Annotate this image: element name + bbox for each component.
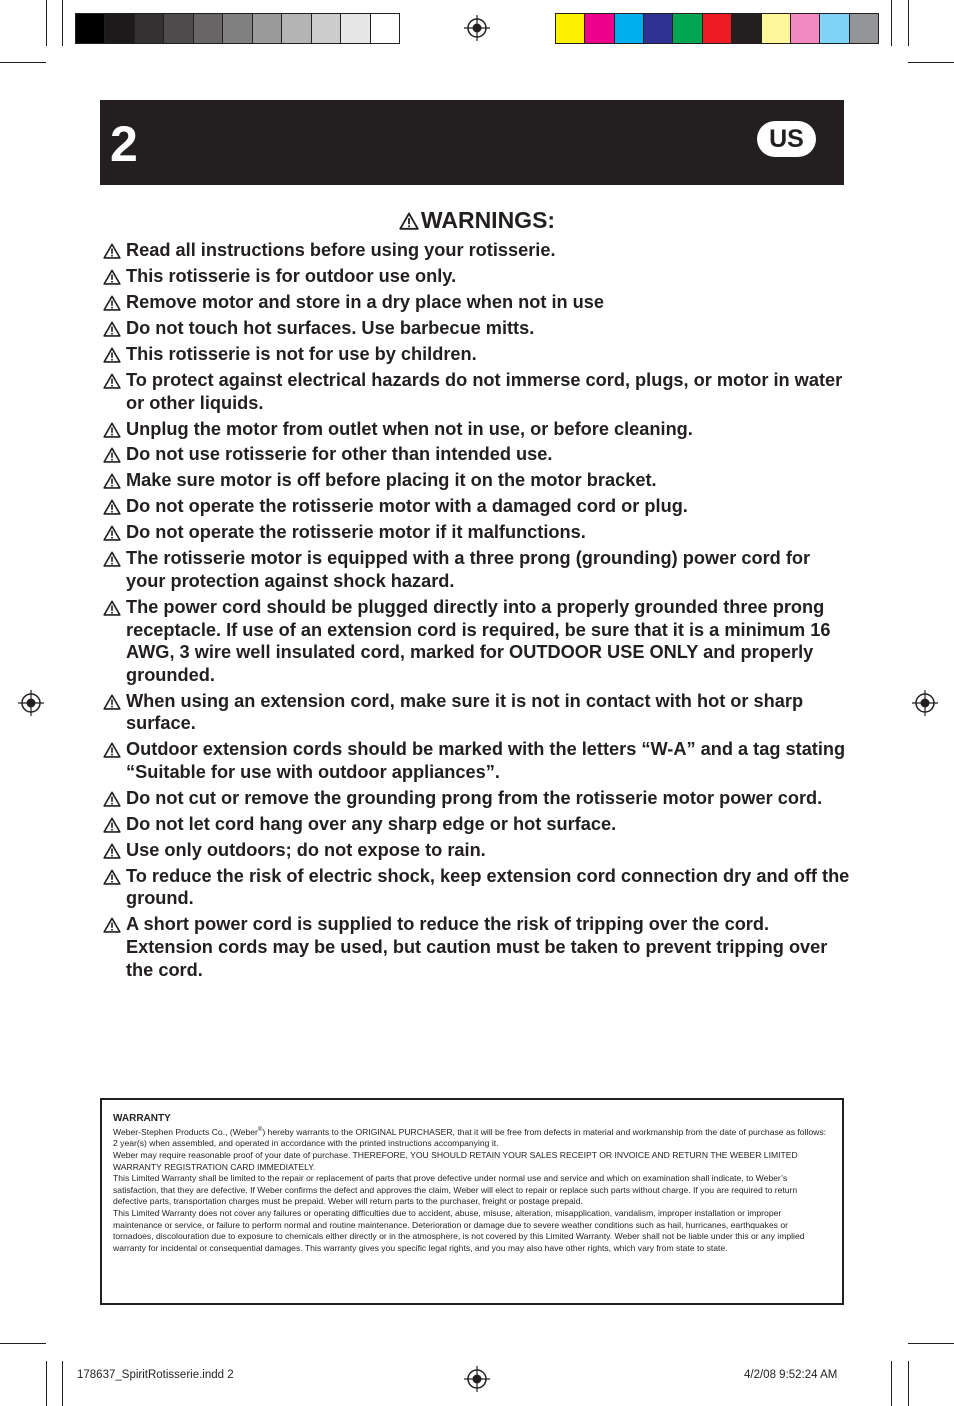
warning-triangle-icon <box>103 321 121 337</box>
registration-mark-icon <box>912 690 938 716</box>
crop-mark <box>891 1361 892 1406</box>
warning-item <box>102 369 852 414</box>
warning-triangle-icon <box>103 295 121 311</box>
warning-triangle-icon <box>103 499 121 515</box>
warning-item <box>102 443 852 466</box>
warning-item <box>102 521 852 544</box>
page-number: 2 <box>110 116 138 172</box>
color-swatch <box>194 14 223 43</box>
warning-text: Make sure motor is off before placing it on the motor bracket. <box>126 470 657 491</box>
registration-mark-icon <box>464 1366 490 1392</box>
warning-text: This rotisserie is for outdoor use only. <box>126 265 457 286</box>
warning-triangle-icon <box>103 447 121 463</box>
warning-triangle-icon <box>399 212 419 230</box>
color-swatch <box>556 14 585 43</box>
color-swatch <box>164 14 193 43</box>
color-swatch <box>253 14 282 43</box>
warning-text: Outdoor extension cords should be marked with the letters “W-A” and a tag stating “Suitable for use with outdoor appliances”. <box>126 739 846 782</box>
crop-mark <box>46 1361 47 1406</box>
warning-text: This rotisserie is not for use by children. <box>126 343 477 364</box>
warning-item <box>102 738 852 783</box>
warning-triangle-icon <box>103 473 121 489</box>
color-swatch <box>644 14 673 43</box>
warning-item <box>102 813 852 836</box>
warning-item <box>102 690 852 735</box>
warning-item <box>102 343 852 366</box>
warning-triangle-icon <box>103 817 121 833</box>
color-swatch <box>732 14 761 43</box>
warranty-text: Weber-Stephen Products Co., (Weber <box>113 1126 258 1137</box>
warnings-heading <box>0 206 954 234</box>
warning-item <box>102 787 852 810</box>
warning-text: The rotisserie motor is equipped with a three prong (grounding) power cord for your protection against shock hazard. <box>126 548 811 592</box>
color-swatch <box>615 14 644 43</box>
crop-mark <box>46 0 47 46</box>
warranty-paragraph: Weber may require reasonable proof of your date of purchase. THEREFORE, YOU SHOULD RETAIN YOUR SALES RECEIPT OR INVOICE AND RETURN THE WEBER LIMITED WARRANTY REGISTRATION CARD IMMEDIATELY. <box>113 1150 798 1172</box>
warning-triangle-icon <box>103 373 121 389</box>
warning-item <box>102 239 852 262</box>
warning-triangle-icon <box>103 843 121 859</box>
warning-item <box>102 596 852 686</box>
warning-text: Do not touch hot surfaces. Use barbecue mitts. <box>126 317 535 338</box>
warning-text: Unplug the motor from outlet when not in use, or before cleaning. <box>126 418 693 439</box>
color-swatch <box>105 14 134 43</box>
warning-item <box>102 913 852 981</box>
color-swatch <box>223 14 252 43</box>
warning-triangle-icon <box>103 742 121 758</box>
color-swatch <box>673 14 702 43</box>
color-swatch <box>850 14 878 43</box>
warning-text: To protect against electrical hazards do not immerse cord, plugs, or motor in water or other liquids. <box>126 369 843 413</box>
warnings-list <box>102 239 852 985</box>
warning-item <box>102 865 852 910</box>
warning-item <box>102 291 852 314</box>
warranty-title: WARRANTY <box>113 1113 171 1124</box>
warning-item <box>102 469 852 492</box>
warning-item <box>102 839 852 862</box>
warning-text: To reduce the risk of electric shock, keep extension cord connection dry and off the ground. <box>126 865 850 909</box>
warranty-paragraph: This Limited Warranty shall be limited to the repair or replacement of parts that prove defective under normal use and service and which on examination shall indicate, to Weber’s satisfaction, that they are defective. If Weber confirms the defect and approves the claim, Weber will elect to repair or replace such parts without charge. If you are required to return defective parts, transportation charges must be prepaid. Weber will return parts to the purchaser, freight or postage prepaid. <box>113 1173 798 1207</box>
warning-triangle-icon <box>103 422 121 438</box>
region-badge: US <box>757 121 816 157</box>
color-swatch <box>341 14 370 43</box>
warning-text: Do not cut or remove the grounding prong from the rotisserie motor power cord. <box>126 787 823 808</box>
color-swatch <box>820 14 849 43</box>
crop-mark <box>908 62 954 63</box>
color-swatch <box>585 14 614 43</box>
grayscale-color-bar <box>75 13 400 44</box>
warning-triangle-icon <box>103 347 121 363</box>
color-swatch <box>282 14 311 43</box>
crop-mark <box>908 1343 954 1344</box>
warning-triangle-icon <box>103 869 121 885</box>
color-swatch <box>312 14 341 43</box>
color-swatch <box>762 14 791 43</box>
warranty-paragraph <box>113 1125 830 1150</box>
crop-mark <box>908 1361 909 1406</box>
warning-text: When using an extension cord, make sure it is not in contact with hot or sharp surface. <box>126 690 804 734</box>
warning-text: Use only outdoors; do not expose to rain. <box>126 839 486 860</box>
timestamp-slug: 4/2/08 9:52:24 AM <box>744 1369 838 1381</box>
process-color-bar <box>555 13 879 44</box>
registration-mark-icon <box>18 690 44 716</box>
warning-item <box>102 265 852 288</box>
registered-mark: ® <box>257 1127 263 1133</box>
crop-mark <box>908 0 909 46</box>
warning-text: A short power cord is supplied to reduce the risk of tripping over the cord. Extension cords may be used, but caution must be taken to prevent tripping over the cord. <box>126 914 828 980</box>
file-slug: 178637_SpiritRotisserie.indd 2 <box>77 1369 234 1381</box>
color-swatch <box>76 14 105 43</box>
warning-text: Do not let cord hang over any sharp edge or hot surface. <box>126 813 617 834</box>
warning-triangle-icon <box>103 243 121 259</box>
warning-text: The power cord should be plugged directly into a properly grounded three prong receptacle. If use of an extension cord is required, be sure that it is a minimum 16 AWG, 3 wire well insulated cord, marked for OUTDOOR USE ONLY and properly grounded. <box>126 597 831 685</box>
warning-text: Read all instructions before using your rotisserie. <box>126 240 556 260</box>
warranty-paragraph: This Limited Warranty does not cover any failures or operating difficulties due to accident, abuse, misuse, alteration, misapplication, vandalism, improper installation or improper maintenance or service, or failure to perform normal and routine maintenance. Deterioration or damage due to severe weather conditions such as hail, hurricanes, earthquakes or tornadoes, discolouration due to exposure to chemicals either directly or in the atmosphere, is not covered by this Limited Warranty. Weber shall not be liable under this or any implied warranty for incidental or consequential damages. This warranty gives you specific legal rights, and you may also have other rights, which vary from state to state. <box>113 1208 805 1253</box>
warning-triangle-icon <box>103 269 121 285</box>
registration-mark-icon <box>464 15 490 41</box>
warnings-title: WARNINGS: <box>420 207 556 233</box>
warning-triangle-icon <box>103 600 121 616</box>
warning-text: Remove motor and store in a dry place when not in use <box>126 291 605 312</box>
color-swatch <box>135 14 164 43</box>
warranty-text: ) hereby warrants to the ORIGINAL PURCHASER, that it will be free from defects in material and workmanship from the date of purchase as follows: 2 year(s) when assembled, and operated in accordance with the printed instructions accompanying it. <box>113 1126 827 1149</box>
warning-item <box>102 495 852 518</box>
color-swatch <box>703 14 732 43</box>
warning-triangle-icon <box>103 525 121 541</box>
crop-mark <box>62 1361 63 1406</box>
page-header <box>100 100 844 185</box>
warning-triangle-icon <box>103 917 121 933</box>
crop-mark <box>62 0 63 46</box>
color-swatch <box>371 14 399 43</box>
color-swatch <box>791 14 820 43</box>
crop-mark <box>891 0 892 46</box>
warning-triangle-icon <box>103 791 121 807</box>
warning-item <box>102 547 852 592</box>
crop-mark <box>0 1343 46 1344</box>
warning-item <box>102 418 852 441</box>
warning-text: Do not use rotisserie for other than intended use. <box>126 444 553 465</box>
warning-text: Do not operate the rotisserie motor if it malfunctions. <box>126 522 586 543</box>
warning-text: Do not operate the rotisserie motor with a damaged cord or plug. <box>126 496 688 517</box>
crop-mark <box>0 62 46 63</box>
warranty-box <box>100 1098 844 1305</box>
warning-triangle-icon <box>103 694 121 710</box>
warning-item <box>102 317 852 340</box>
warning-triangle-icon <box>103 551 121 567</box>
